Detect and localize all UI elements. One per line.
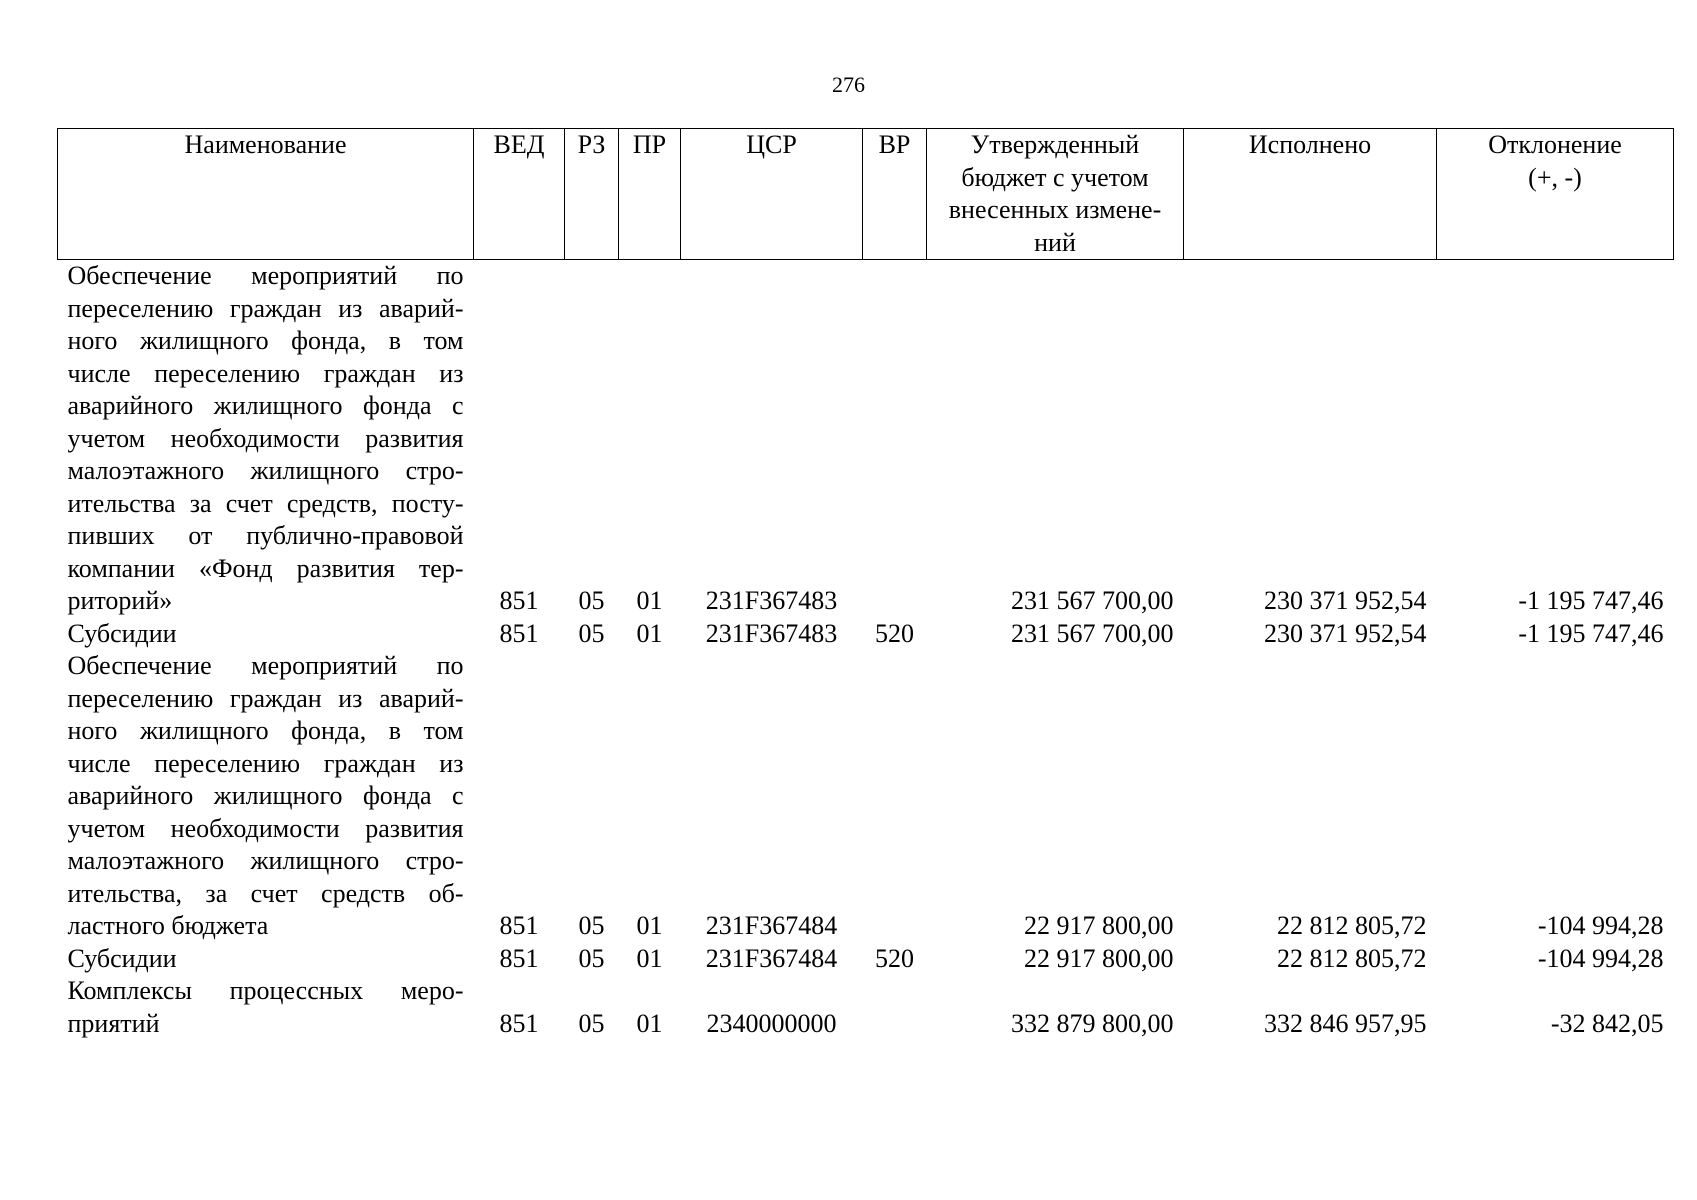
row-name-line: Обеспечение мероприятий по: [67, 651, 464, 680]
pr-cell: 01: [636, 1008, 663, 1038]
csr-cell: 231F367483: [705, 618, 838, 648]
header-executed: Исполнено: [1184, 129, 1437, 260]
vr-cell: [863, 650, 927, 943]
deviation-cell: -104 994,28: [1537, 943, 1664, 973]
row-name-line: малоэтажного жилищного стро-: [67, 456, 464, 485]
header-approved: [927, 129, 1184, 260]
rz-cell: 05: [578, 586, 605, 615]
row-name-line: ного жилищного фонда, в том: [67, 716, 464, 745]
vr-cell: 520: [875, 618, 914, 648]
row-name-cell: [58, 260, 474, 618]
row-name-cell: [58, 975, 474, 1040]
header-rz: РЗ: [565, 129, 619, 260]
header-ved: ВЕД: [474, 129, 565, 260]
table-row: [58, 975, 1674, 1040]
rz-cell: 05: [578, 911, 605, 940]
header-row: [58, 129, 1674, 260]
ved-cell: 851: [499, 1008, 539, 1038]
header-name: Наименование: [58, 129, 474, 260]
header-csr: ЦСР: [681, 129, 863, 260]
row-name-line: Субсидии: [67, 618, 177, 648]
table-row: [58, 618, 1674, 651]
row-name-line: Комплексы процессных меро-: [67, 976, 464, 1005]
row-name-line: ительства за счет средств, посту-: [67, 488, 464, 518]
approved-cell: 231 567 700,00: [1011, 618, 1174, 648]
row-name-line: пивших от публично-правовой: [67, 521, 464, 550]
row-name-line: малоэтажного жилищного стро-: [67, 846, 464, 875]
header-vr: ВР: [863, 129, 927, 260]
row-name-line: Обеспечение мероприятий по: [67, 261, 464, 290]
executed-cell: 230 371 952,54: [1264, 618, 1427, 648]
csr-cell: 231F367483: [705, 586, 838, 615]
ved-cell: 851: [499, 943, 539, 973]
row-name-line: учетом необходимости развития: [67, 423, 464, 453]
header-pr: ПР: [619, 129, 681, 260]
csr-cell: 231F367484: [705, 943, 838, 973]
executed-cell: 332 846 957,95: [1264, 1008, 1427, 1038]
row-name-line: аварийного жилищного фонда с: [67, 391, 464, 420]
row-name-line: ластного бюджета: [67, 911, 269, 940]
deviation-cell: -1 195 747,46: [1518, 586, 1664, 615]
executed-cell: 230 371 952,54: [1264, 586, 1427, 615]
header-deviation-line: Отклонение: [1488, 130, 1622, 159]
table-row: [58, 943, 1674, 976]
row-name-line: переселению граждан из аварий-: [67, 683, 464, 713]
rz-cell: 05: [578, 1008, 605, 1038]
row-name-line: риторий»: [67, 586, 173, 615]
csr-cell: 2340000000: [706, 1008, 837, 1038]
approved-cell: 22 917 800,00: [1024, 943, 1174, 973]
header-approved-line: Утвержденный: [970, 130, 1140, 159]
deviation-cell: -104 994,28: [1537, 911, 1664, 940]
vr-cell: 520: [875, 943, 914, 973]
pr-cell: 01: [636, 911, 663, 940]
executed-cell: 22 812 805,72: [1277, 943, 1427, 973]
rz-cell: 05: [578, 943, 605, 973]
row-name-line: компании «Фонд развития тер-: [67, 553, 464, 583]
ved-cell: 851: [499, 618, 539, 648]
table-row: [58, 260, 1674, 618]
approved-cell: 22 917 800,00: [1024, 911, 1174, 940]
row-name-line: ного жилищного фонда, в том: [67, 326, 464, 355]
header-approved-line: ний: [1034, 227, 1076, 257]
budget-table: [57, 128, 1674, 1040]
page-number: 276: [832, 72, 865, 97]
row-name-cell: [58, 618, 474, 651]
table-row: [58, 650, 1674, 943]
header-deviation-line: (+, -): [1528, 162, 1582, 192]
deviation-cell: -1 195 747,46: [1518, 618, 1664, 648]
row-name-line: приятий: [67, 1008, 160, 1038]
row-name-cell: [58, 943, 474, 976]
row-name-line: числе переселению граждан из: [67, 748, 464, 778]
rz-cell: 05: [578, 618, 605, 648]
row-name-line: ительства, за счет средств об-: [67, 878, 464, 908]
header-approved-line: внесенных измене-: [948, 195, 1162, 224]
row-name-line: аварийного жилищного фонда с: [67, 781, 464, 810]
header-approved-line: бюджет с учетом: [961, 162, 1149, 192]
ved-cell: 851: [499, 911, 539, 940]
vr-cell: [863, 975, 927, 1040]
row-name-line: Субсидии: [67, 943, 177, 973]
approved-cell: 231 567 700,00: [1011, 586, 1174, 615]
pr-cell: 01: [636, 943, 663, 973]
row-name-cell: [58, 650, 474, 943]
row-name-line: учетом необходимости развития: [67, 813, 464, 843]
executed-cell: 22 812 805,72: [1277, 911, 1427, 940]
csr-cell: 231F367484: [705, 911, 838, 940]
vr-cell: [863, 260, 927, 618]
row-name-line: переселению граждан из аварий-: [67, 293, 464, 323]
row-name-line: числе переселению граждан из: [67, 358, 464, 388]
deviation-cell: -32 842,05: [1550, 1008, 1664, 1038]
header-deviation: [1437, 129, 1674, 260]
pr-cell: 01: [636, 618, 663, 648]
approved-cell: 332 879 800,00: [1011, 1008, 1174, 1038]
ved-cell: 851: [499, 586, 539, 615]
pr-cell: 01: [636, 586, 663, 615]
